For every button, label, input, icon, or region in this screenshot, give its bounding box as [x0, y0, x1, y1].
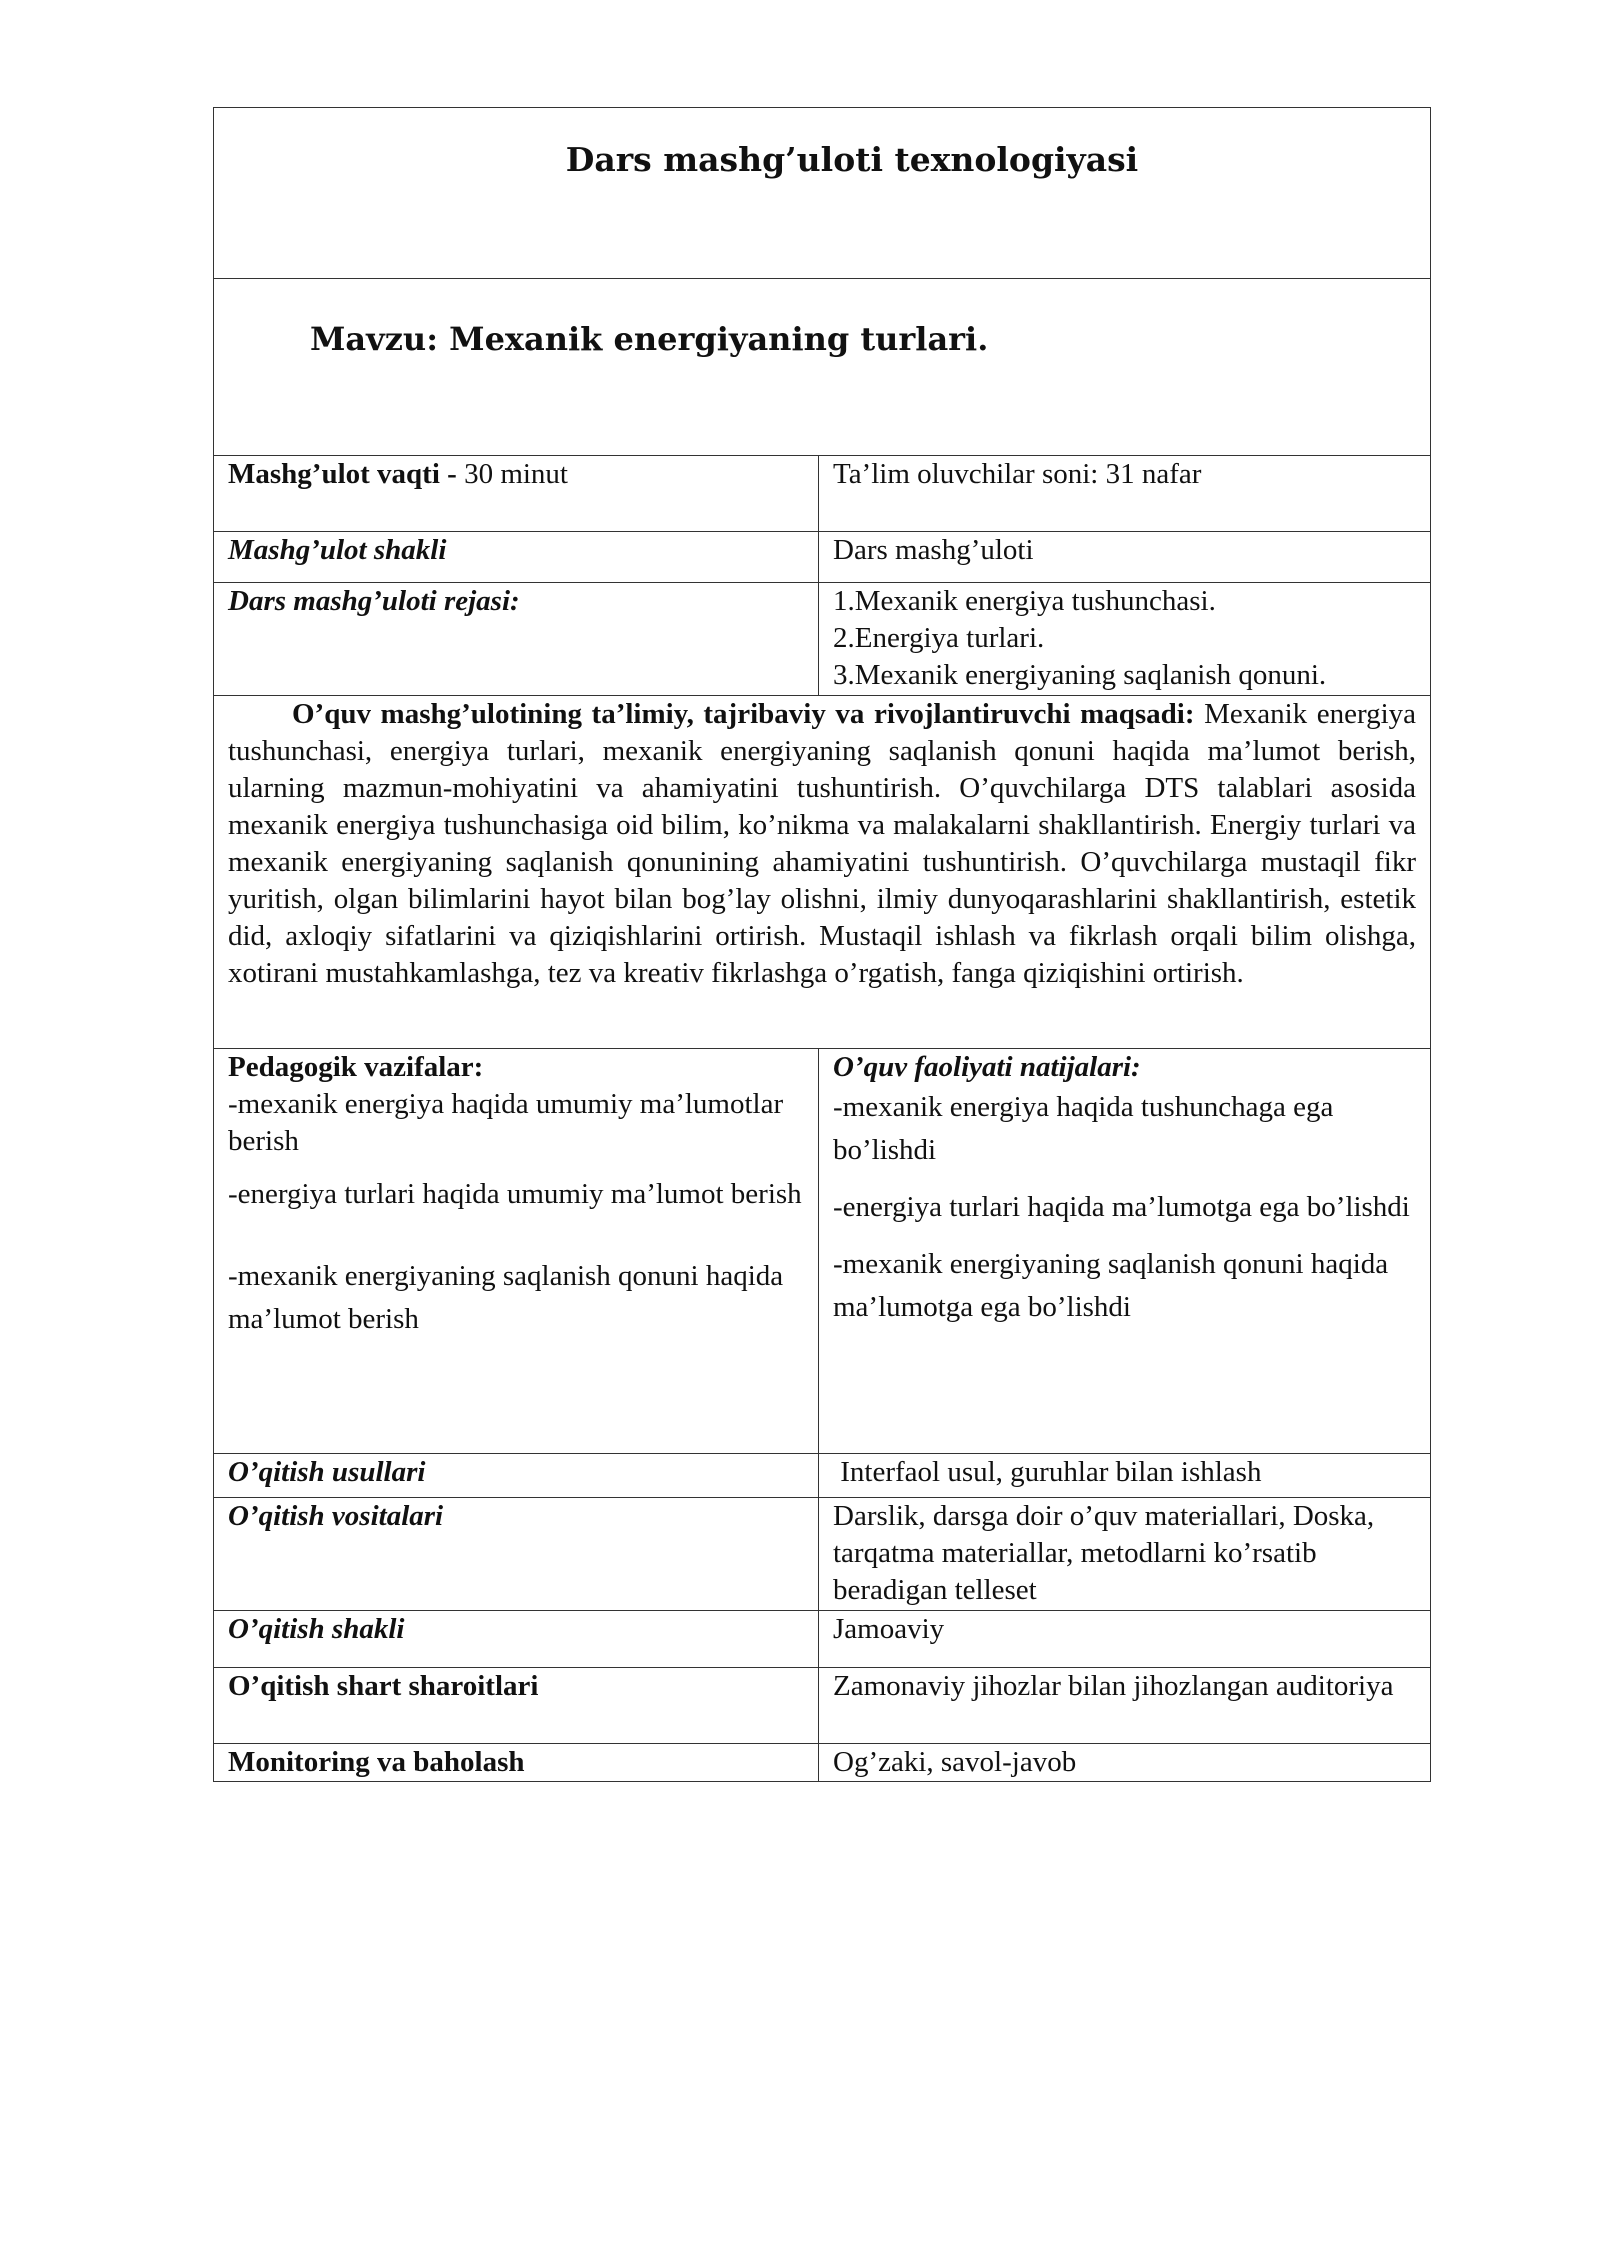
lesson-plan-label: Dars mashg’uloti rejasi:: [228, 585, 520, 617]
results-cell: [819, 1049, 1431, 1454]
lesson-form-row: [214, 532, 1431, 583]
lesson-topic: Mavzu: Mexanik energiyaning turlari.: [310, 320, 989, 358]
lesson-plan-table: [213, 107, 1431, 1782]
results-label: O’quv faoliyati natijalari:: [833, 1051, 1141, 1083]
title-cell: [214, 108, 1431, 279]
conditions-label-cell: [214, 1668, 819, 1744]
methods-label-cell: [214, 1454, 819, 1498]
task-item: -mexanik energiya haqida umumiy ma’lumotlar berish: [228, 1088, 784, 1157]
lesson-form-value: Dars mashg’uloti: [833, 534, 1034, 566]
task-item: -mexanik energiyaning saqlanish qonuni haqida ma’lumot berish: [228, 1260, 784, 1335]
plan-item: 2.Energiya turlari.: [833, 622, 1045, 654]
document-title: Dars mashg’uloti texnologiyasi: [565, 140, 1139, 179]
task-item: -energiya turlari haqida umumiy ma’lumot berish: [228, 1178, 802, 1210]
tasks-label: Pedagogik vazifalar:: [228, 1051, 484, 1083]
lesson-plan-items-cell: [819, 583, 1431, 696]
tasks-cell: [214, 1049, 819, 1454]
methods-value-cell: [819, 1454, 1431, 1498]
teaching-form-row: [214, 1611, 1431, 1668]
monitoring-value-cell: [819, 1744, 1431, 1782]
methods-value: Interfaol usul, guruhlar bilan ishlash: [833, 1456, 1262, 1488]
conditions-label: O’qitish shart sharoitlari: [228, 1670, 539, 1702]
lesson-form-label-cell: [214, 532, 819, 583]
lesson-plan-page: [213, 107, 1430, 1782]
tools-value-cell: [819, 1498, 1431, 1611]
monitoring-label-cell: [214, 1744, 819, 1782]
teaching-form-label: O’qitish shakli: [228, 1613, 405, 1645]
monitoring-value: Og’zaki, savol-javob: [833, 1746, 1077, 1778]
time-value: 30 minut: [464, 458, 568, 490]
result-item: -energiya turlari haqida ma’lumotga ega bo’lishdi: [833, 1191, 1410, 1223]
result-item: -mexanik energiyaning saqlanish qonuni haqida ma’lumotga ega bo’lishdi: [833, 1248, 1389, 1323]
goal-label: O’quv mashg’ulotining ta’limiy, tajribaviy va rivojlantiruvchi maqsadi:: [292, 698, 1195, 730]
topic-cell: [214, 279, 1431, 456]
tools-label-cell: [214, 1498, 819, 1611]
conditions-value: Zamonaviy jihozlar bilan jihozlangan auditoriya: [833, 1670, 1394, 1702]
goal-cell: [214, 696, 1431, 1049]
teaching-form-value: Jamoaviy: [833, 1613, 945, 1645]
conditions-row: [214, 1668, 1431, 1744]
methods-row: [214, 1454, 1431, 1498]
monitoring-row: [214, 1744, 1431, 1782]
methods-label: O’qitish usullari: [228, 1456, 426, 1488]
lesson-plan-row: [214, 583, 1431, 696]
students-cell: [819, 456, 1431, 532]
monitoring-label: Monitoring va baholash: [228, 1746, 525, 1778]
time-label: Mashg’ulot vaqti: [228, 458, 440, 490]
time-separator: -: [439, 458, 465, 490]
plan-item: 3.Mexanik energiyaning saqlanish qonuni.: [833, 659, 1327, 691]
goal-row: [214, 696, 1431, 1049]
lesson-form-label: Mashg’ulot shakli: [228, 534, 447, 566]
lesson-plan-label-cell: [214, 583, 819, 696]
tools-row: [214, 1498, 1431, 1611]
topic-row: [214, 279, 1431, 456]
students-count: Ta’lim oluvchilar soni: 31 nafar: [833, 458, 1202, 490]
tasks-results-row: [214, 1049, 1431, 1454]
tools-label: O’qitish vositalari: [228, 1500, 444, 1532]
time-cell: [214, 456, 819, 532]
title-row: [214, 108, 1431, 279]
tools-value: Darslik, darsga doir o’quv materiallari, Doska, tarqatma materiallar, metodlarni ko’rsatib beradigan telleset: [833, 1500, 1375, 1606]
plan-item: 1.Mexanik energiya tushunchasi.: [833, 585, 1216, 617]
result-item: -mexanik energiya haqida tushunchaga ega bo’lishdi: [833, 1091, 1334, 1166]
conditions-value-cell: [819, 1668, 1431, 1744]
teaching-form-label-cell: [214, 1611, 819, 1668]
teaching-form-value-cell: [819, 1611, 1431, 1668]
time-row: [214, 456, 1431, 532]
lesson-form-value-cell: [819, 532, 1431, 583]
goal-text: Mexanik energiya tushunchasi, energiya turlari, mexanik energiyaning saqlanish qonuni haqida ma’lumot berish, ularning mazmun-mohiyatini va ahamiyatini tushuntirish. O’quvchilarga DTS talablari asosida mexanik energiya tushunchasiga oid bilim, ko’nikma va malakalarni shakllantirish. Energiy turlari va mexanik energiyaning saqlanish qonunining ahamiyatini tushuntirish. O’quvchilarga mustaqil fikr yuritish, olgan bilimlarini hayot bilan bog’lay olishni, ilmiy dunyoqarashlarini shakllantirish, estetik did, axloqiy sifatlarini va qiziqishlarini ortirish. Mustaqil ishlash va fikrlash orqali bilim olishga, xotirani mustahkamlashga, tez va kreativ fikrlashga o’rgatish, fanga qiziqishini ortirish.: [228, 698, 1417, 989]
